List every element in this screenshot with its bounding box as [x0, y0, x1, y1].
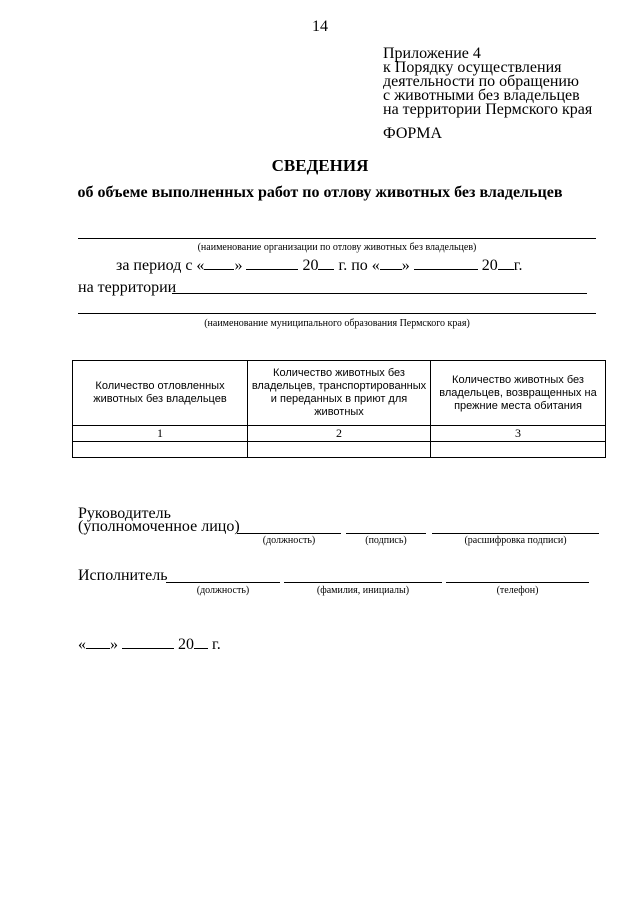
head-signature-line[interactable] — [346, 533, 426, 534]
executor-label: Исполнитель — [78, 567, 168, 584]
period-from-day-blank[interactable] — [204, 269, 234, 270]
period-text: » — [234, 257, 243, 274]
municipality-line[interactable] — [78, 313, 596, 314]
table-header-cell: Количество животных без владельцев, возвращенных на прежние места обитания — [431, 361, 606, 426]
table-number-cell: 2 — [248, 426, 431, 442]
appendix-line: Приложение 4 — [383, 45, 481, 62]
document-subtitle: об объеме выполненных работ по отлову животных без владельцев — [77, 184, 563, 201]
period-text: 20 — [481, 257, 498, 274]
head-label-sub: (уполномоченное лицо) — [78, 518, 240, 535]
date-year-blank[interactable] — [194, 648, 208, 649]
head-label: Руководитель — [78, 505, 171, 522]
document-title: СВЕДЕНИЯ — [271, 156, 369, 175]
table-header-row — [73, 361, 606, 426]
head-name-caption: (расшифровка подписи) — [464, 535, 567, 546]
data-table — [72, 360, 606, 458]
table-row — [73, 442, 606, 458]
executor-phone-line[interactable] — [446, 582, 589, 583]
head-name-line[interactable] — [432, 533, 599, 534]
period-from-year-blank[interactable] — [318, 269, 334, 270]
table-header-cell: Количество отловленных животных без владельцев — [73, 361, 248, 426]
period-to-month-blank[interactable] — [414, 269, 478, 270]
organization-caption: (наименование организации по отлову животных без владельцев) — [197, 242, 477, 253]
period-text: за период с « — [116, 257, 205, 274]
date-text: 20 — [178, 636, 194, 653]
page-number: 14 — [312, 18, 328, 35]
period-text: г. по « — [338, 257, 380, 274]
territory-line[interactable] — [172, 293, 587, 294]
table-header-cell: Количество животных без владельцев, транспортированных и переданных в приют для животных — [248, 361, 431, 426]
date-text: » — [110, 636, 118, 653]
date-month-blank[interactable] — [122, 648, 174, 649]
executor-name-line[interactable] — [284, 582, 442, 583]
form-label: ФОРМА — [383, 125, 443, 142]
table-number-row — [73, 426, 606, 442]
period-to-year-blank[interactable] — [498, 269, 514, 270]
period-from-month-blank[interactable] — [246, 269, 298, 270]
organization-line[interactable] — [78, 238, 596, 239]
table-number-cell: 1 — [73, 426, 248, 442]
period-text: г. — [513, 257, 523, 274]
table-number-cell: 3 — [431, 426, 606, 442]
municipality-caption: (наименование муниципального образования Пермского края) — [204, 318, 470, 329]
head-position-line[interactable] — [237, 533, 341, 534]
appendix-block — [383, 47, 592, 117]
head-position-caption: (должность) — [262, 535, 316, 546]
date-text: « — [78, 636, 86, 653]
table-cell[interactable] — [248, 442, 431, 458]
appendix-line: на территории Пермского края — [383, 101, 593, 118]
table-cell[interactable] — [73, 442, 248, 458]
appendix-line: к Порядку осуществления — [383, 59, 562, 76]
executor-position-caption: (должность) — [196, 585, 250, 596]
appendix-line: деятельности по обращению — [383, 73, 579, 90]
period-text: » — [401, 257, 410, 274]
executor-phone-caption: (телефон) — [496, 585, 539, 596]
appendix-line: с животными без владельцев — [383, 87, 580, 104]
period-to-day-blank[interactable] — [380, 269, 402, 270]
executor-position-line[interactable] — [166, 582, 280, 583]
date-day-blank[interactable] — [86, 648, 110, 649]
executor-name-caption: (фамилия, инициалы) — [316, 585, 410, 596]
territory-label: на территории — [78, 279, 177, 296]
date-text: г. — [212, 636, 221, 653]
head-signature-caption: (подпись) — [365, 535, 407, 546]
period-text: 20 — [302, 257, 319, 274]
period-line — [116, 257, 523, 275]
date-line — [78, 636, 221, 654]
table-cell[interactable] — [431, 442, 606, 458]
